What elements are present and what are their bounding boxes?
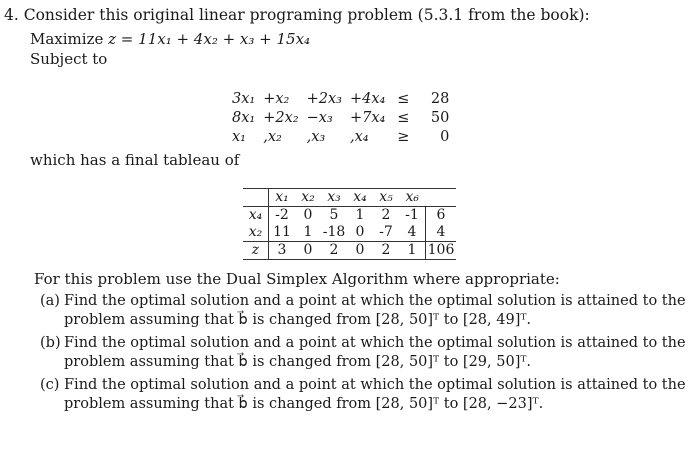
part-c-text1: Find the optimal solution and a point at which the optimal solution is attained to the bbox=[64, 377, 686, 393]
constraint-term: +7x₄ bbox=[349, 110, 386, 126]
part-c-label: (c) bbox=[40, 377, 60, 393]
objective-line bbox=[30, 30, 310, 48]
constraint-term: 3x₁ bbox=[232, 91, 256, 107]
constraint-relation: ≤ bbox=[397, 110, 410, 126]
tableau-basis-cell: z bbox=[243, 242, 269, 260]
tableau-column-header: x₃ bbox=[321, 189, 347, 207]
tableau-cell: 2 bbox=[373, 242, 399, 260]
constraint-rhs: 28 bbox=[430, 91, 450, 107]
tableau-cell: 3 bbox=[269, 242, 296, 260]
tableau-column-header: x₄ bbox=[347, 189, 373, 207]
tableau-cell: 0 bbox=[295, 242, 321, 260]
constraint-row bbox=[228, 128, 453, 147]
part-a-line1 bbox=[40, 293, 686, 309]
constraint-relation: ≥ bbox=[397, 129, 410, 145]
part-c-line1 bbox=[40, 377, 686, 393]
tableau-cell: -1 bbox=[405, 207, 419, 223]
tableau-cell: 1 bbox=[303, 224, 313, 240]
tableau-row bbox=[243, 224, 456, 242]
tableau-column-header: x₁ bbox=[269, 189, 296, 207]
part-a-text1: Find the optimal solution and a point at which the optimal solution is attained to the bbox=[64, 293, 686, 309]
constraint-row bbox=[228, 90, 453, 109]
constraint-row bbox=[228, 109, 453, 128]
objective-function: z = 11x₁ + 4x₂ + x₃ + 15x₄ bbox=[108, 30, 311, 48]
tableau-cell: 1 bbox=[399, 242, 426, 260]
final-tableau bbox=[243, 188, 456, 260]
tableau-objective-row bbox=[243, 242, 456, 260]
constraint-term: ,x₂ bbox=[263, 129, 282, 145]
part-c-text2: problem assuming that b⃗ is changed from [28, 50]ᵀ to [28, −23]ᵀ. bbox=[64, 396, 544, 412]
tableau-rhs-cell: 6 bbox=[426, 207, 457, 225]
tableau-rhs-cell: 4 bbox=[426, 224, 457, 242]
part-a-label: (a) bbox=[40, 293, 60, 309]
constraint-term: −x₃ bbox=[306, 110, 333, 126]
tableau-cell: -18 bbox=[322, 224, 346, 240]
constraint-term: +x₂ bbox=[263, 91, 290, 107]
tableau-cell: 4 bbox=[407, 224, 417, 240]
constraints-block bbox=[228, 90, 453, 147]
tableau-cell: 2 bbox=[381, 207, 391, 223]
tableau-basis-cell: x₄ bbox=[243, 207, 269, 225]
constraint-term: ,x₄ bbox=[349, 129, 369, 145]
constraint-term: ,x₃ bbox=[306, 129, 326, 145]
constraint-relation: ≤ bbox=[397, 91, 410, 107]
tableau-cell: 11 bbox=[273, 224, 291, 240]
tableau-column-header: x₆ bbox=[399, 189, 426, 207]
constraint-rhs: 50 bbox=[430, 110, 450, 126]
tableau-row bbox=[243, 207, 456, 225]
tableau-column-header: x₅ bbox=[373, 189, 399, 207]
part-b-label: (b) bbox=[40, 335, 61, 351]
subject-to-label: Subject to bbox=[30, 50, 108, 68]
tableau-intro: which has a final tableau of bbox=[30, 151, 240, 169]
tableau-rhs-header bbox=[426, 189, 457, 207]
tableau-cell: 5 bbox=[329, 207, 339, 223]
constraint-term: 8x₁ bbox=[232, 110, 256, 126]
constraint-term: x₁ bbox=[232, 129, 246, 145]
tableau-cell: 1 bbox=[355, 207, 365, 223]
problem-header: 4. Consider this original linear programing problem (5.3.1 from the book): bbox=[4, 6, 590, 24]
constraint-term: +2x₃ bbox=[306, 91, 342, 107]
part-b-text2: problem assuming that b⃗ is changed from [28, 50]ᵀ to [29, 50]ᵀ. bbox=[64, 354, 532, 370]
constraint-term: +4x₄ bbox=[349, 91, 386, 107]
instructions: For this problem use the Dual Simplex Algorithm where appropriate: bbox=[34, 270, 560, 288]
constraint-rhs: 0 bbox=[440, 129, 450, 145]
tableau-header-row bbox=[243, 189, 456, 207]
tableau-cell: 2 bbox=[321, 242, 347, 260]
tableau-cell: -7 bbox=[379, 224, 393, 240]
tableau-rhs-cell: 106 bbox=[426, 242, 457, 260]
part-a-text2: problem assuming that b⃗ is changed from [28, 50]ᵀ to [28, 49]ᵀ. bbox=[64, 312, 532, 328]
part-b-line1 bbox=[40, 335, 686, 351]
tableau-cell: 0 bbox=[355, 224, 365, 240]
tableau-cell: 0 bbox=[303, 207, 313, 223]
tableau-column-header: x₂ bbox=[295, 189, 321, 207]
constraint-term: +2x₂ bbox=[263, 110, 299, 126]
tableau-cell: -2 bbox=[275, 207, 289, 223]
tableau-cell: 0 bbox=[347, 242, 373, 260]
maximize-label: Maximize bbox=[30, 30, 104, 48]
part-b-text1: Find the optimal solution and a point at which the optimal solution is attained to the bbox=[64, 335, 686, 351]
tableau-corner bbox=[243, 189, 269, 207]
tableau-basis-cell: x₂ bbox=[243, 224, 269, 242]
